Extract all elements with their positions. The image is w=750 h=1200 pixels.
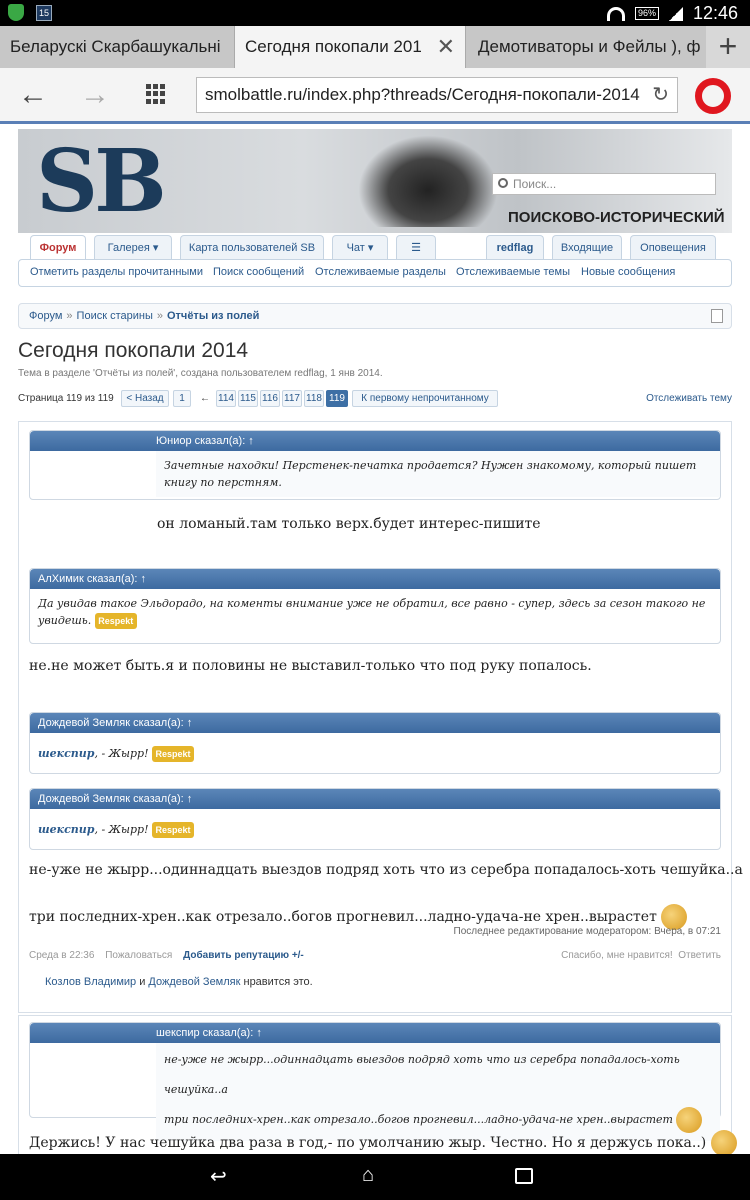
post-controls	[29, 950, 721, 961]
likes-text: нравится это.	[240, 976, 313, 988]
signal-icon	[669, 7, 683, 21]
page-link[interactable]: 1	[173, 390, 191, 407]
opera-menu-icon[interactable]	[695, 78, 731, 114]
user-link[interactable]: Козлов Владимир	[45, 976, 137, 988]
reload-icon[interactable]: ↻	[652, 84, 669, 106]
recent-apps-icon[interactable]	[515, 1168, 533, 1184]
crumb-separator: »	[156, 310, 163, 322]
status-bar	[0, 0, 750, 26]
likes-text: и	[136, 976, 149, 988]
quote-block	[29, 788, 721, 850]
back-icon[interactable]: ↩	[210, 1166, 227, 1188]
smiley-icon	[711, 1130, 737, 1154]
message-line: Держись! У нас чешуйка два раза в год,- по умолчанию жыр. Честно. Но я держусь пока..)	[29, 1135, 707, 1151]
watch-thread-link[interactable]: Отслеживать тему	[646, 393, 732, 404]
message-text: не-уже не жырр...одиннадцать выездов подряд хоть что из серебра попадалось-хоть чешуйка..а	[29, 862, 743, 878]
quote-author[interactable]: АлХимик сказал(а): ↑	[30, 569, 720, 589]
crumb-search[interactable]: Поиск старины	[76, 310, 153, 322]
respect-smiley: Respekt	[152, 822, 194, 838]
crumb-forum[interactable]: Форум	[29, 310, 63, 322]
home-icon[interactable]: ⌂	[362, 1164, 375, 1186]
quote-author[interactable]: Дождевой Земляк сказал(а): ↑	[30, 789, 720, 809]
quote-text	[30, 809, 720, 844]
url-input[interactable]	[196, 77, 678, 113]
tab-label: Беларускі Скарбашукальні	[10, 37, 221, 56]
post-date[interactable]: Среда в 22:36	[29, 950, 95, 961]
shield-icon	[8, 4, 24, 21]
current-page[interactable]: 119	[326, 390, 348, 407]
message-text: не.не может быть.я и половины не выставил-только что под руку попалось.	[29, 658, 592, 674]
eagle-emblem	[358, 135, 498, 227]
thread-meta: Тема в разделе 'Отчёты из полей', создана пользователем redflag, 1 янв 2014.	[18, 368, 383, 379]
calendar-icon: 15	[36, 5, 52, 21]
quote-text	[30, 733, 720, 768]
back-arrow-icon[interactable]: ←	[18, 78, 48, 111]
watched-threads-link[interactable]: Отслеживаемые темы	[456, 266, 570, 278]
prev-page-button[interactable]: < Назад	[121, 390, 169, 407]
quote-author[interactable]: шекспир сказал(а): ↑	[30, 1023, 720, 1043]
reply-button[interactable]: Ответить	[678, 950, 721, 961]
new-tab-button[interactable]: +	[706, 26, 750, 68]
nav-user-map[interactable]: Карта пользователей SB	[180, 235, 324, 261]
site-search-input[interactable]	[492, 173, 716, 195]
post-actions	[561, 950, 721, 961]
clock: 12:46	[692, 3, 738, 23]
crumb-current[interactable]: Отчёты из полей	[166, 310, 260, 322]
user-link[interactable]: шекспир	[38, 747, 95, 760]
quote-author[interactable]: Дождевой Земляк сказал(а): ↑	[30, 713, 720, 733]
post	[18, 421, 743, 1013]
post	[18, 1015, 732, 1154]
mark-read-link[interactable]: Отметить разделы прочитанными	[30, 266, 204, 278]
search-icon	[498, 178, 508, 188]
nav-forum[interactable]: Форум	[30, 235, 86, 261]
first-unread-button[interactable]: К первому непрочитанному	[352, 390, 498, 407]
nav-alerts[interactable]: Оповещения	[630, 235, 716, 261]
search-posts-link[interactable]: Поиск сообщений	[213, 266, 305, 278]
page-link[interactable]: 115	[238, 390, 258, 407]
page-link[interactable]: 116	[260, 390, 280, 407]
forward-arrow-icon[interactable]: →	[80, 78, 110, 111]
address-bar	[0, 68, 750, 124]
breadcrumb	[18, 303, 732, 329]
quote-body-text: Да увидав такое Эльдорадо, на коменты внимание уже не обратил, все равно - супер, здесь за сезон такого не увидешь.	[38, 597, 706, 627]
message-text	[29, 1130, 737, 1154]
quote-body-text: , - Жырр!	[94, 747, 149, 760]
nav-gallery[interactable]: Галерея ▾	[94, 235, 172, 261]
tab-active[interactable]	[234, 26, 466, 68]
page-link[interactable]: 118	[304, 390, 324, 407]
likes-summary	[45, 976, 313, 988]
nav-username[interactable]: redflag	[486, 235, 544, 261]
sub-nav	[18, 259, 732, 287]
report-link[interactable]: Пожаловаться	[105, 950, 173, 961]
user-link[interactable]: шекспир	[38, 823, 95, 836]
tab-1[interactable]	[0, 26, 234, 68]
android-nav-bar	[0, 1154, 750, 1200]
page-title: Сегодня покопали 2014	[18, 339, 249, 362]
message-line: три последних-хрен..как отрезало..богов прогневил...ладно-удача-не хрен..вырастет	[29, 909, 657, 925]
nav-chat[interactable]: Чат ▾	[332, 235, 388, 261]
nav-list-icon[interactable]: ☰	[396, 235, 436, 261]
browser-tab-bar	[0, 26, 750, 68]
edit-note: Последнее редактирование модератором: Вчера, в 07:21	[453, 926, 721, 937]
tab-label: Демотиваторы и Фейлы ), ф	[478, 37, 701, 56]
wifi-icon	[607, 7, 625, 21]
search-placeholder: Поиск...	[513, 177, 557, 191]
quote-block	[29, 712, 721, 774]
crumb-separator: »	[66, 310, 73, 322]
url-text: smolbattle.ru/index.php?threads/Сегодня-покопали-2014	[205, 85, 640, 104]
respect-smiley: Respekt	[152, 746, 194, 762]
quote-body-text: , - Жырр!	[94, 823, 149, 836]
site-title: ПОИСКОВО-ИСТОРИЧЕСКИЙ	[508, 209, 725, 226]
quote-block	[29, 1022, 721, 1126]
quote-body-text: не-уже не жырр...одиннадцать выездов подряд хоть что из серебра попадалось-хоть чешуйка..а	[164, 1053, 680, 1096]
new-posts-link[interactable]: Новые сообщения	[581, 266, 676, 278]
quote-block	[29, 568, 721, 644]
page-icon[interactable]	[711, 309, 723, 323]
quote-author[interactable]: Юниор сказал(а): ↑	[30, 431, 720, 451]
close-icon[interactable]: ✕	[436, 34, 455, 59]
page-link[interactable]: 117	[282, 390, 302, 407]
message-text: он ломаный.там только верх.будет интерес-пишите	[157, 516, 541, 532]
like-button[interactable]: Спасибо, мне нравится!	[561, 950, 673, 961]
quote-text	[156, 1043, 720, 1141]
web-page	[0, 127, 750, 1154]
quote-body-text: три последних-хрен..как отрезало..богов прогневил...ладно-удача-не хрен..вырастет	[164, 1113, 673, 1126]
quote-text	[30, 589, 720, 635]
quote-block	[29, 430, 721, 500]
tab-label: Сегодня покопали 201	[245, 37, 422, 56]
site-logo[interactable]: SB	[36, 131, 163, 232]
add-reputation-link[interactable]: Добавить репутацию +/-	[183, 950, 304, 961]
page-link[interactable]: 114	[216, 390, 236, 407]
nav-inbox[interactable]: Входящие	[552, 235, 622, 261]
respect-smiley: Respekt	[95, 613, 137, 629]
user-link[interactable]: Дождевой Земляк	[148, 976, 241, 988]
site-banner	[18, 129, 732, 233]
speed-dial-icon[interactable]	[146, 84, 166, 104]
skip-arrow-icon: ←	[200, 393, 210, 404]
quote-text: Зачетные находки! Перстенек-печатка продается? Нужен знакомому, который пишет книгу по перстням.	[156, 451, 720, 497]
page-count: Страница 119 из 119	[18, 393, 114, 404]
battery-indicator: 96%	[635, 7, 659, 20]
tab-3[interactable]	[468, 26, 706, 68]
watched-forums-link[interactable]: Отслеживаемые разделы	[315, 266, 446, 278]
